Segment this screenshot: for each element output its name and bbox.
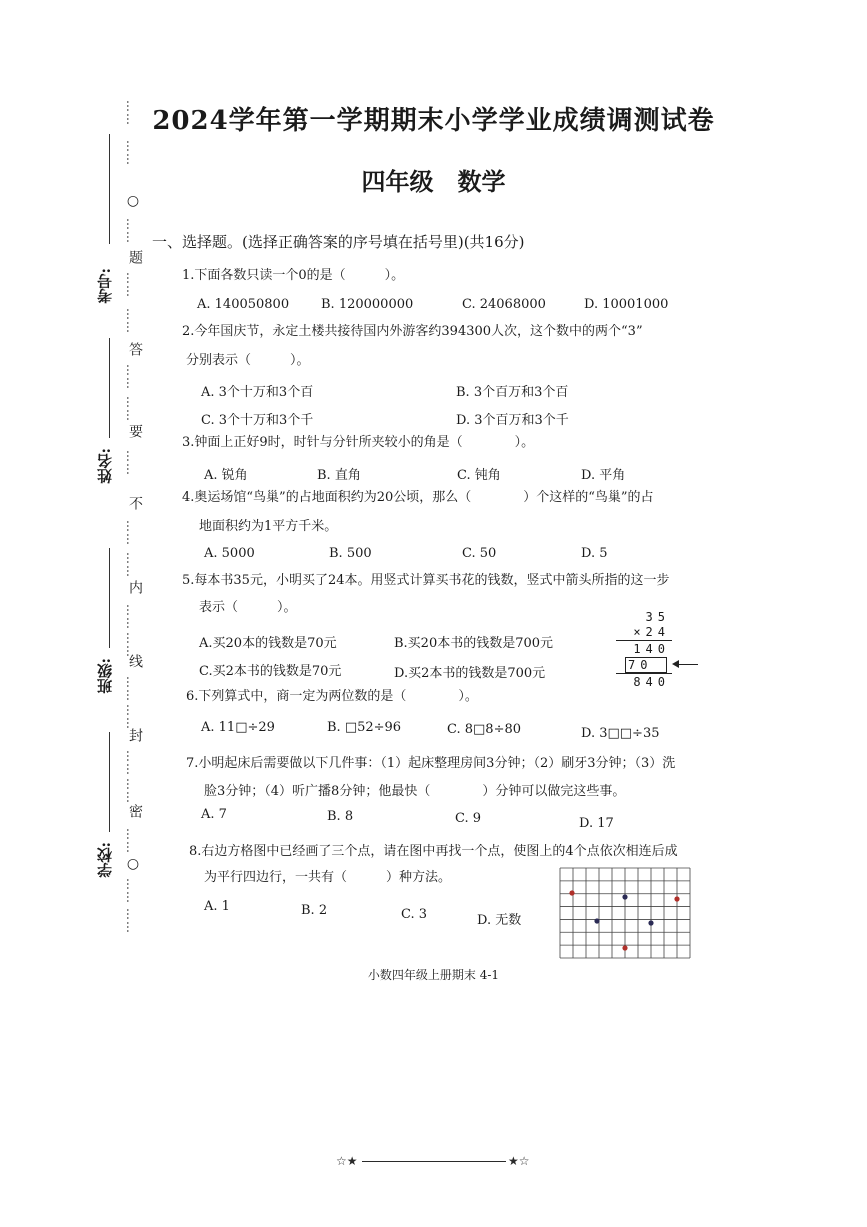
option-d: D.买2本书的钱数是700元 bbox=[394, 666, 546, 681]
option-a: A.买20本的钱数是70元 bbox=[199, 636, 337, 651]
option-a: A. 5000 bbox=[204, 546, 255, 561]
question-stem: 4.奥运场馆“鸟巢”的占地面积约为20公顷，那么（ ）个这样的“鸟巢”的占 bbox=[182, 490, 654, 505]
option-d: D. 17 bbox=[579, 816, 614, 831]
option-c: C. 9 bbox=[455, 811, 482, 826]
seal-dots: …… bbox=[124, 100, 138, 126]
question-stem: 分别表示（ ）。 bbox=[186, 353, 310, 368]
option-c: C. 8□8÷80 bbox=[447, 722, 522, 737]
grid-point bbox=[622, 945, 627, 950]
seal-char: 答 bbox=[127, 342, 143, 356]
seal-dots: …… bbox=[124, 140, 138, 166]
seal-dots: …… bbox=[124, 396, 138, 422]
exam-subtitle: 四年级 数学 bbox=[361, 167, 506, 196]
seal-dots: …… bbox=[124, 750, 138, 776]
seal-dots: …… bbox=[124, 364, 138, 390]
option-a: A. 140050800 bbox=[197, 297, 290, 312]
question-stem: 脸3分钟；（4）听广播8分钟；他最快（ ）分钟可以做完这些事。 bbox=[204, 784, 626, 799]
seal-dots: …… bbox=[124, 552, 138, 578]
seal-char: 线 bbox=[127, 654, 143, 668]
seal-dots: …… bbox=[124, 218, 138, 244]
seal-dots: …… bbox=[124, 272, 138, 298]
class-label: 班级: bbox=[96, 658, 114, 694]
option-b: B.买20本书的钱数是700元 bbox=[394, 636, 554, 651]
dot-grid-figure bbox=[558, 866, 692, 960]
option-b: B. 120000000 bbox=[321, 297, 414, 312]
question-stem: 表示（ ）。 bbox=[199, 600, 297, 615]
option-b: B. 直角 bbox=[317, 468, 361, 483]
seal-dots: …… bbox=[124, 632, 138, 658]
seal-dots: …… bbox=[124, 828, 138, 854]
name-label: 姓名: bbox=[96, 448, 114, 484]
option-d: D. 3个百万和3个千 bbox=[456, 413, 569, 428]
option-a: A. 锐角 bbox=[204, 468, 248, 483]
seal-char: 题 bbox=[127, 250, 143, 264]
page-footer-label: 小数四年级上册期末 4-1 bbox=[367, 968, 500, 982]
option-c: C. 24068000 bbox=[462, 297, 546, 312]
seal-dots: …… bbox=[124, 308, 138, 334]
seal-dots: …… bbox=[124, 704, 138, 730]
calc-partial-1: 140 bbox=[633, 642, 670, 656]
option-d: D. 3□□÷35 bbox=[581, 726, 660, 741]
seal-dots: …… bbox=[124, 520, 138, 546]
seal-char: 封 bbox=[127, 728, 143, 742]
option-c: C. 50 bbox=[462, 546, 497, 561]
calc-partial-2: 70 bbox=[628, 658, 653, 672]
grid-point bbox=[648, 920, 653, 925]
grid-point bbox=[594, 918, 599, 923]
option-b: B. 3个百万和3个百 bbox=[456, 385, 569, 400]
question-stem: 5.每本书35元，小明买了24本。用竖式计算买书花的钱数，竖式中箭头所指的这一步 bbox=[182, 573, 670, 588]
footer-divider bbox=[362, 1161, 506, 1162]
question-stem: 1.下面各数只读一个0的是（ ）。 bbox=[182, 268, 405, 283]
question-stem: 3.钟面上正好9时，时针与分针所夹较小的角是（ ）。 bbox=[182, 435, 535, 450]
school-line bbox=[109, 732, 110, 832]
seal-dots: …… bbox=[124, 676, 138, 702]
option-a: A. 3个十万和3个百 bbox=[201, 385, 314, 400]
seal-dots: …… bbox=[124, 604, 138, 630]
calc-multiplier: ×24 bbox=[633, 625, 670, 639]
grid-point bbox=[622, 894, 627, 899]
option-d: D. 无数 bbox=[477, 913, 522, 928]
question-stem: 8.右边方格图中已经画了三个点，请在图中再找一个点，使图上的4个点依次相连后成 bbox=[189, 844, 678, 859]
seal-dots: …… bbox=[124, 450, 138, 476]
option-c: C. 3 bbox=[401, 907, 428, 922]
seal-dots: …… bbox=[124, 778, 138, 804]
calc-multiplicand: 35 bbox=[645, 610, 670, 624]
option-d: D. 5 bbox=[581, 546, 608, 561]
grid-point bbox=[569, 890, 574, 895]
calc-rule bbox=[616, 640, 672, 641]
school-label: 学校: bbox=[96, 842, 114, 878]
option-a: A. 1 bbox=[204, 899, 230, 914]
option-d: D. 平角 bbox=[581, 468, 626, 483]
seal-circle: ○ bbox=[125, 193, 141, 209]
exam-number-label: 考号: bbox=[96, 268, 114, 304]
calc-product: 840 bbox=[633, 675, 670, 689]
section-heading: 一、选择题。(选择正确答案的序号填在括号里)(共16分) bbox=[152, 233, 525, 251]
star-icon: ☆★ bbox=[336, 1154, 358, 1168]
seal-char: 要 bbox=[127, 424, 143, 438]
seal-char: 内 bbox=[127, 580, 143, 594]
arrow-head-icon bbox=[672, 660, 679, 668]
question-stem: 2.今年国庆节，永定土楼共接待国内外游客约394300人次，这个数中的两个“3” bbox=[182, 324, 643, 339]
grid-point bbox=[674, 896, 679, 901]
calc-rule bbox=[616, 673, 672, 674]
option-d: D. 10001000 bbox=[584, 297, 669, 312]
question-stem: 7.小明起床后需要做以下几件事：（1）起床整理房间3分钟；（2）刷牙3分钟；（3）洗 bbox=[186, 756, 676, 771]
vertical-multiplication bbox=[610, 610, 700, 692]
option-b: B. 8 bbox=[327, 809, 354, 824]
seal-dots: …… bbox=[124, 878, 138, 904]
question-stem: 地面积约为1平方千米。 bbox=[199, 519, 338, 534]
option-c: C. 3个十万和3个千 bbox=[201, 413, 314, 428]
option-c: C. 钝角 bbox=[457, 468, 501, 483]
seal-circle: ○ bbox=[125, 856, 141, 872]
name-line bbox=[109, 338, 110, 438]
star-icon: ★☆ bbox=[508, 1154, 530, 1168]
seal-char: 不 bbox=[127, 496, 143, 510]
seal-dots: …… bbox=[124, 908, 138, 934]
option-c: C.买2本书的钱数是70元 bbox=[199, 664, 342, 679]
option-b: B. 2 bbox=[301, 903, 328, 918]
option-b: B. 500 bbox=[329, 546, 372, 561]
option-a: A. 11□÷29 bbox=[201, 720, 275, 735]
question-stem: 6.下列算式中，商一定为两位数的是（ ）。 bbox=[186, 689, 478, 704]
class-line bbox=[109, 548, 110, 648]
option-a: A. 7 bbox=[201, 807, 227, 822]
question-stem: 为平行四边行，一共有（ ）种方法。 bbox=[204, 870, 452, 885]
seal-char: 密 bbox=[127, 804, 143, 818]
option-b: B. □52÷96 bbox=[327, 720, 402, 735]
exam-title: 2024学年第一学期期末小学学业成绩调测试卷 bbox=[152, 106, 715, 136]
